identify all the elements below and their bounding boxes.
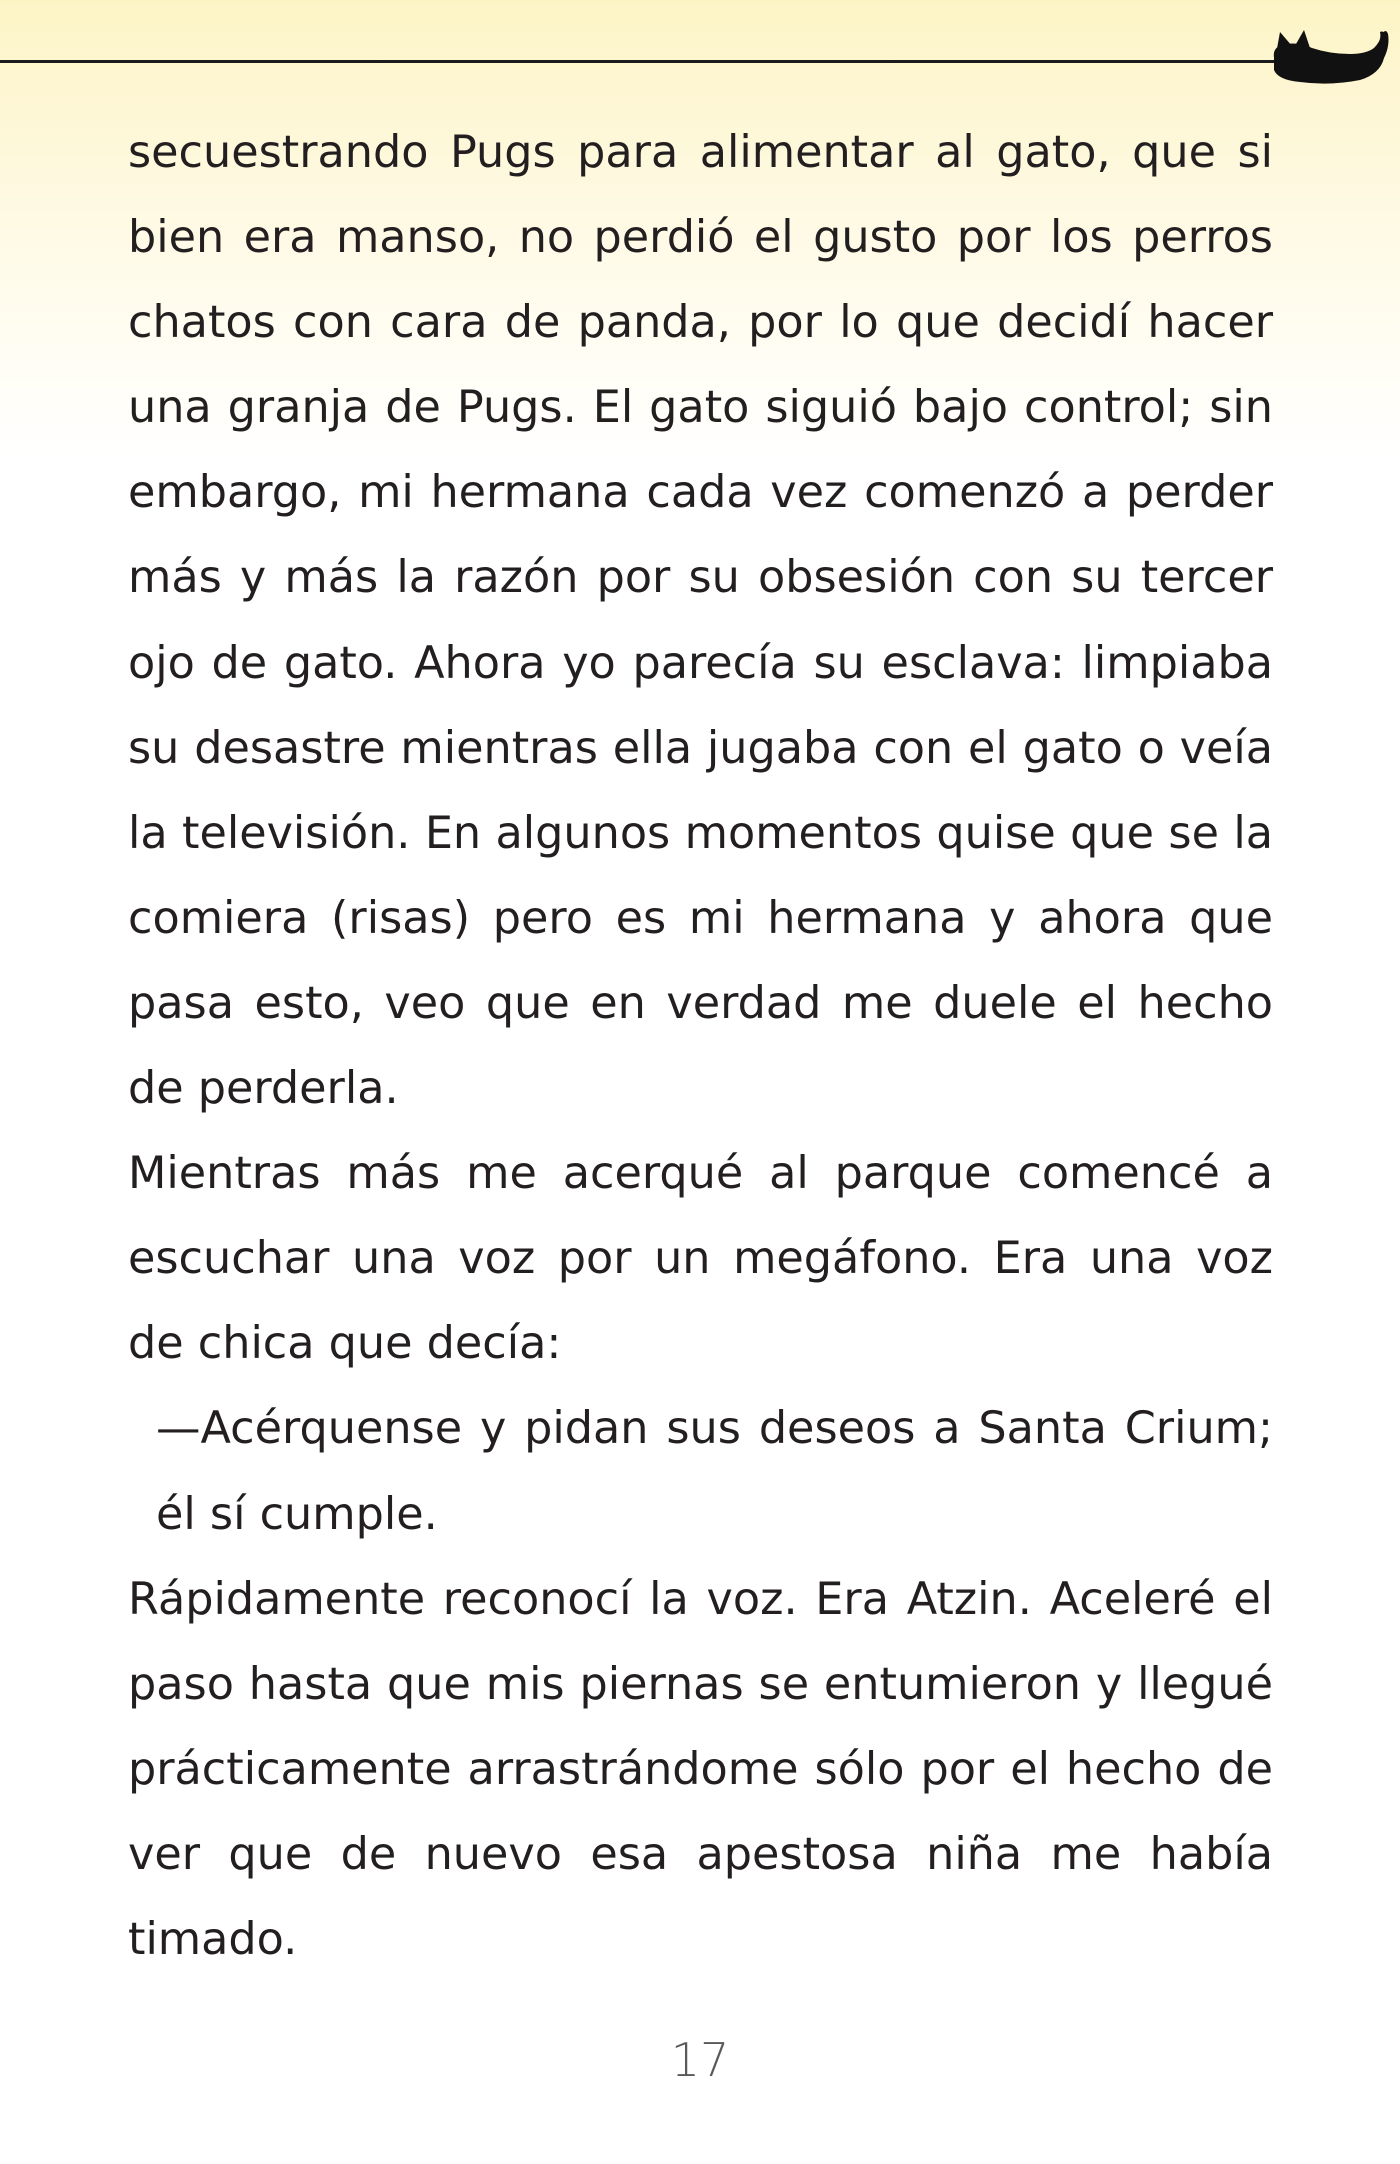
dialogue-paragraph: —Acérquense y pidan sus deseos a Santa Crium; él sí cumple. bbox=[156, 1403, 1273, 1540]
page-number: 17 bbox=[670, 2033, 730, 2087]
paragraph: Mientras más me acerqué al parque comencé a escuchar una voz por un megáfono. Era una voz de chica que decía: bbox=[128, 1148, 1273, 1370]
header-rule bbox=[0, 60, 1282, 63]
paragraph: Rápidamente reconocí la voz. Era Atzin. Aceleré el paso hasta que mis piernas se entumieron y llegué prácticamente arrastrándome sólo por el hecho de ver que de nuevo esa apestosa niña me había timado. bbox=[128, 1573, 1273, 1965]
paragraph: secuestrando Pugs para alimentar al gato, que si bien era manso, no perdió el gusto por los perros chatos con cara de panda, por lo que decidí hacer una granja de Pugs. El gato siguió bajo control; sin embargo, mi hermana cada vez comenzó a perder más y más la razón por su obsesión con su tercer ojo de gato. Ahora yo parecía su esclava: limpiaba su desastre mientras ella jugaba con el gato o veía la televisión. En algunos momentos quise que se la comiera (risas) pero es mi hermana y ahora que pasa esto, veo que en verdad me duele el hecho de perderla. bbox=[128, 127, 1273, 1115]
page-body bbox=[128, 110, 1273, 1982]
sleeping-cat-icon bbox=[1270, 24, 1390, 92]
